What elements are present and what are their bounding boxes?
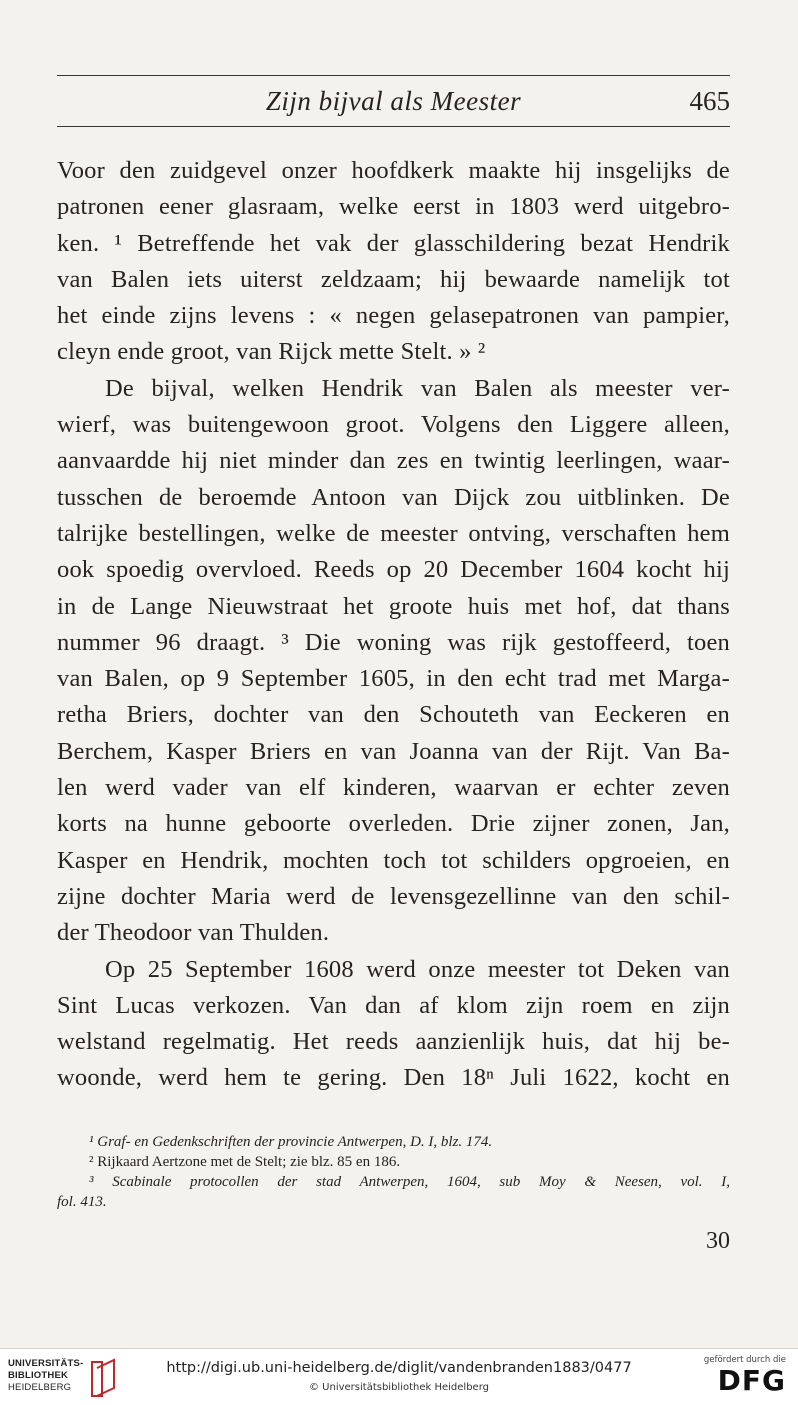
text-line: ken. ¹ Betreffende het vak der glasschildering bezat Hendrik [57,229,730,257]
text-line: retha Briers, dochter van den Schouteth van Eeckeren en [57,701,730,729]
viewer-footer [0,1348,798,1405]
text-line: aanvaardde hij niet minder dan zes en twintig leerlingen, waar- [57,447,730,475]
text-line: der Theodoor van Thulden. [57,919,330,947]
text-line: welstand regelmatig. Het reeds aanzienlijk huis, dat hij be- [57,1028,730,1056]
text-line: het einde zijns levens : « negen gelasepatronen van pampier, [57,302,730,330]
text-line: Berchem, Kasper Briers en van Joanna van der Rijt. Van Ba- [57,737,730,765]
text-line: Op 25 September 1608 werd onze meester tot Deken van [105,955,730,983]
text-line: ook spoedig overvloed. Reeds op 20 December 1604 kocht hij [57,556,730,584]
signature-mark: 30 [706,1228,730,1254]
text-line: wierf, was buitengewoon groot. Volgens den Liggere alleen, [57,411,730,439]
funder-note: gefördert durch die [703,1355,786,1365]
running-title: Zijn bijval als Meester [265,86,522,116]
running-head [57,84,730,118]
text-line: cleyn ende groot, van Rijck mette Stelt. » ² [57,338,486,366]
funder-logo[interactable] [696,1355,786,1401]
dfg-logo-text: DFG [717,1364,786,1397]
header-rule-top [57,75,730,76]
text-line: van Balen, op 9 September 1605, in den echt trad met Marga- [57,665,730,693]
text-line: Kasper en Hendrik, mochten toch tot schilders opgroeien, en [57,846,730,874]
footnote-2: ² Rijkaard Aertzone met de Stelt; zie blz. 85 en 186. [89,1154,401,1170]
footnote-3: ³ Scabinale protocollen der stad Antwerpen, 1604, sub Moy & Neesen, vol. I, [89,1174,730,1190]
text-line: len werd vader van elf kinderen, waarvan er echter zeven [57,774,730,802]
text-line: woonde, werd hem te gering. Den 18ⁿ Juli 1622, kocht en [57,1064,730,1092]
text-line: van Balen iets uiterst zeldzaam; hij bewaarde namelijk tot [57,265,730,293]
body-text [57,153,730,1097]
text-line: Sint Lucas verkozen. Van dan af klom zijn roem en zijn [57,991,730,1019]
text-line: De bijval, welken Hendrik van Balen als meester ver- [105,374,730,402]
text-line: Voor den zuidgevel onzer hoofdkerk maakte hij insgelijks de [57,157,730,184]
text-line: talrijke bestellingen, welke de meester ontving, verschaften hem [57,519,730,547]
page-number: 465 [689,86,730,116]
footnote-3-continued: fol. 413. [57,1194,107,1210]
text-line: korts na hunne geboorte overleden. Drie zijner zonen, Jan, [57,810,730,838]
text-line: tusschen de beroemde Antoon van Dijck zou uitblinken. De [57,483,730,511]
footnotes [57,1132,730,1212]
text-line: in de Lange Nieuwstraat het groote huis met hof, dat thans [57,592,730,620]
library-name: UNIVERSITÄTS- BIBLIOTHEK HEIDELBERG [8,1358,84,1393]
text-line: zijne dochter Maria werd de levensgezellinne van den schil- [57,882,730,910]
footnote-1: ¹ Graf- en Gedenkschriften der provincie Antwerpen, D. I, blz. 174. [89,1134,493,1150]
copyright-notice: © Universitätsbibliothek Heidelberg [308,1382,489,1393]
text-line: nummer 96 draagt. ³ Die woning was rijk gestoffeerd, toen [57,628,730,656]
text-line: patronen eener glasraam, welke eerst in 1803 werd uitgebro- [57,193,730,221]
permalink-url[interactable]: http://digi.ub.uni-heidelberg.de/diglit/vandenbranden1883/0477 [166,1360,632,1376]
header-rule-bottom [57,126,730,127]
